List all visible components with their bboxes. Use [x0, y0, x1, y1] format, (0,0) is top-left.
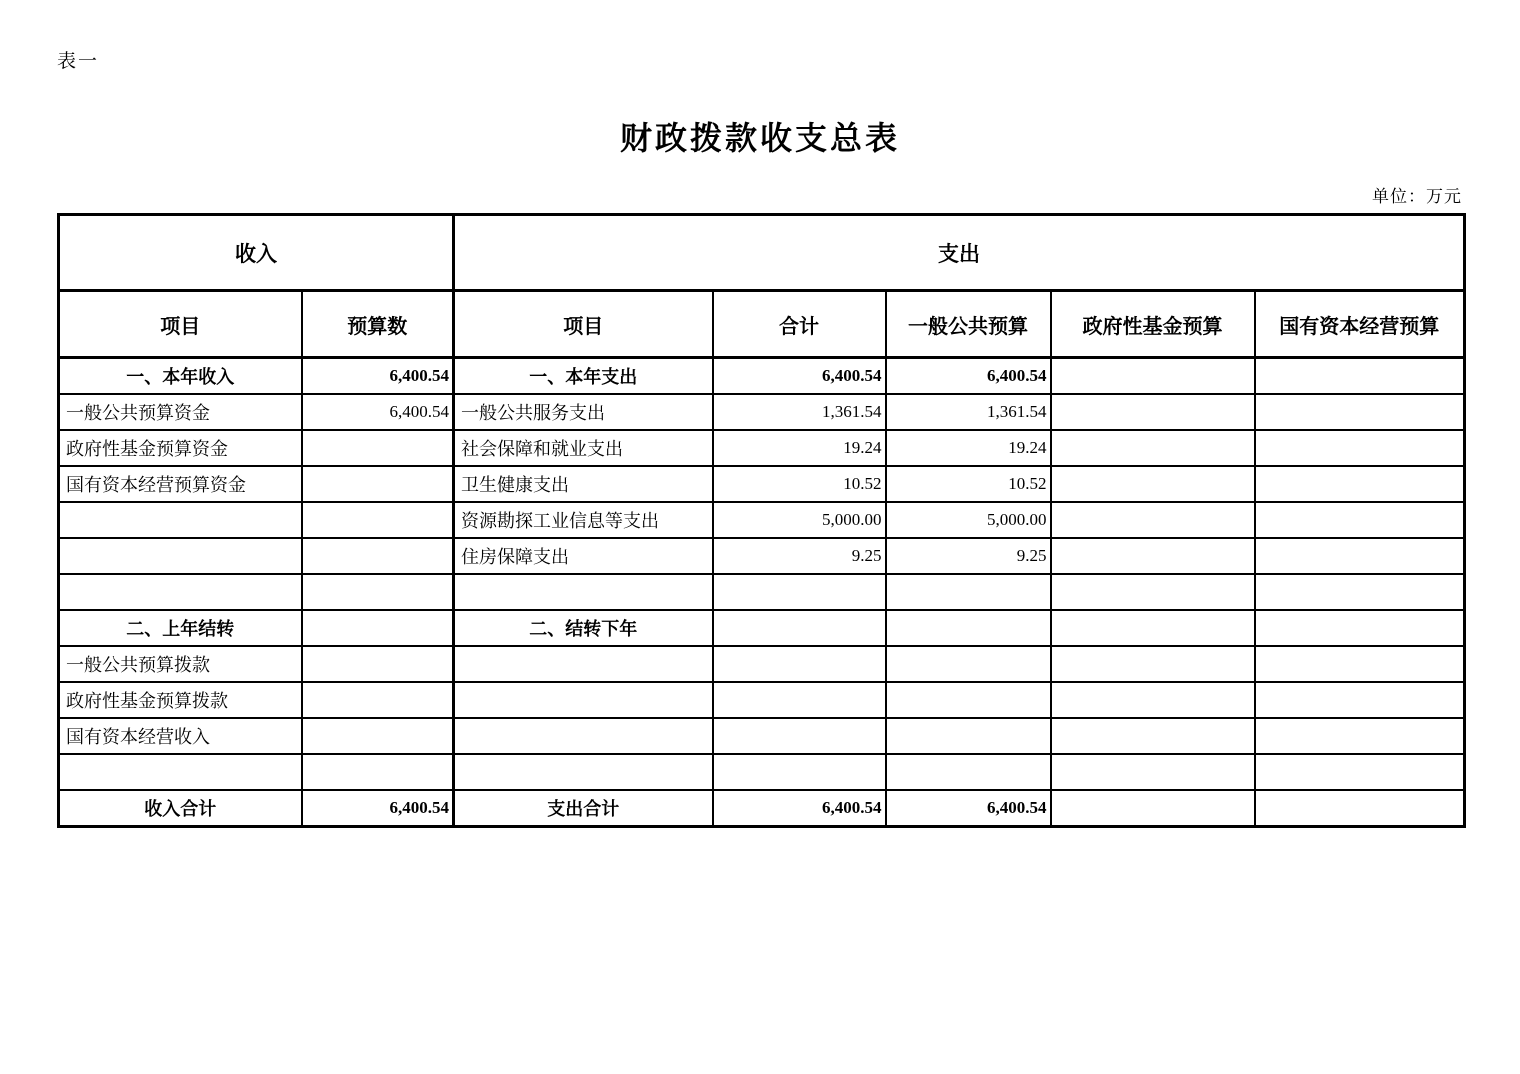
- state-capital-budget-cell: [1255, 754, 1465, 790]
- expense-group-header: 支出: [454, 215, 1465, 291]
- general-public-budget-cell: 19.24: [886, 430, 1051, 466]
- income-item-cell: 国有资本经营收入: [59, 718, 302, 754]
- page-title: 财政拨款收支总表: [619, 120, 900, 156]
- state-capital-budget-cell: [1255, 358, 1465, 395]
- general-public-budget-cell: [886, 574, 1051, 610]
- expense-item-cell: [454, 682, 713, 718]
- col-income-item: 项目: [59, 291, 302, 358]
- gov-fund-budget-cell: [1051, 358, 1255, 395]
- income-item-cell: 政府性基金预算资金: [59, 430, 302, 466]
- general-public-budget-cell: 6,400.54: [886, 790, 1051, 827]
- expense-item-cell: 社会保障和就业支出: [454, 430, 713, 466]
- gov-fund-budget-cell: [1051, 682, 1255, 718]
- state-capital-budget-cell: [1255, 610, 1465, 646]
- gov-fund-budget-cell: [1051, 538, 1255, 574]
- income-amount-cell: [302, 718, 454, 754]
- state-capital-budget-cell: [1255, 682, 1465, 718]
- gov-fund-budget-cell: [1051, 646, 1255, 682]
- income-item-cell: 二、上年结转: [59, 610, 302, 646]
- income-amount-cell: [302, 538, 454, 574]
- income-amount-cell: [302, 502, 454, 538]
- expense-item-cell: [454, 646, 713, 682]
- col-expense-item: 项目: [454, 291, 713, 358]
- total-cell: [713, 682, 886, 718]
- total-cell: 6,400.54: [713, 358, 886, 395]
- col-general-public-budget: 一般公共预算: [886, 291, 1051, 358]
- expense-item-cell: 一、本年支出: [454, 358, 713, 395]
- gov-fund-budget-cell: [1051, 466, 1255, 502]
- budget-summary-table: [57, 213, 1466, 828]
- gov-fund-budget-cell: [1051, 394, 1255, 430]
- table-row: [59, 394, 1465, 430]
- col-budget-amount: 预算数: [302, 291, 454, 358]
- state-capital-budget-cell: [1255, 430, 1465, 466]
- income-item-cell: 政府性基金预算拨款: [59, 682, 302, 718]
- income-amount-cell: 6,400.54: [302, 394, 454, 430]
- table-row: [59, 718, 1465, 754]
- gov-fund-budget-cell: [1051, 718, 1255, 754]
- general-public-budget-cell: [886, 754, 1051, 790]
- total-cell: [713, 754, 886, 790]
- gov-fund-budget-cell: [1051, 430, 1255, 466]
- general-public-budget-cell: [886, 646, 1051, 682]
- income-item-cell: 收入合计: [59, 790, 302, 827]
- total-cell: 1,361.54: [713, 394, 886, 430]
- state-capital-budget-cell: [1255, 394, 1465, 430]
- table-row: [59, 790, 1465, 827]
- income-amount-cell: [302, 574, 454, 610]
- income-amount-cell: [302, 466, 454, 502]
- income-amount-cell: [302, 610, 454, 646]
- state-capital-budget-cell: [1255, 790, 1465, 827]
- expense-item-cell: 支出合计: [454, 790, 713, 827]
- total-cell: [713, 610, 886, 646]
- gov-fund-budget-cell: [1051, 754, 1255, 790]
- income-amount-cell: 6,400.54: [302, 790, 454, 827]
- table-row: [59, 502, 1465, 538]
- table-row: [59, 538, 1465, 574]
- income-amount-cell: [302, 682, 454, 718]
- income-amount-cell: [302, 430, 454, 466]
- total-cell: [713, 646, 886, 682]
- table-row: [59, 466, 1465, 502]
- general-public-budget-cell: 5,000.00: [886, 502, 1051, 538]
- gov-fund-budget-cell: [1051, 574, 1255, 610]
- general-public-budget-cell: 6,400.54: [886, 358, 1051, 395]
- total-cell: [713, 718, 886, 754]
- income-item-cell: 一般公共预算资金: [59, 394, 302, 430]
- expense-item-cell: 二、结转下年: [454, 610, 713, 646]
- expense-item-cell: [454, 754, 713, 790]
- income-item-cell: [59, 502, 302, 538]
- state-capital-budget-cell: [1255, 502, 1465, 538]
- general-public-budget-cell: [886, 718, 1051, 754]
- table-row: [59, 754, 1465, 790]
- general-public-budget-cell: 10.52: [886, 466, 1051, 502]
- table-group-header-row: [59, 215, 1465, 291]
- general-public-budget-cell: [886, 682, 1051, 718]
- income-item-cell: 一、本年收入: [59, 358, 302, 395]
- table-column-header-row: [59, 291, 1465, 358]
- expense-item-cell: [454, 718, 713, 754]
- col-state-capital-budget: 国有资本经营预算: [1255, 291, 1465, 358]
- income-item-cell: [59, 538, 302, 574]
- expense-item-cell: 卫生健康支出: [454, 466, 713, 502]
- state-capital-budget-cell: [1255, 466, 1465, 502]
- expense-item-cell: 住房保障支出: [454, 538, 713, 574]
- table-row: [59, 682, 1465, 718]
- income-item-cell: 一般公共预算拨款: [59, 646, 302, 682]
- expense-item-cell: 一般公共服务支出: [454, 394, 713, 430]
- table-number-label: 表一: [57, 51, 100, 72]
- income-item-cell: 国有资本经营预算资金: [59, 466, 302, 502]
- total-cell: 6,400.54: [713, 790, 886, 827]
- state-capital-budget-cell: [1255, 646, 1465, 682]
- col-total: 合计: [713, 291, 886, 358]
- gov-fund-budget-cell: [1051, 502, 1255, 538]
- state-capital-budget-cell: [1255, 718, 1465, 754]
- income-item-cell: [59, 754, 302, 790]
- table-row: [59, 574, 1465, 610]
- unit-note: 单位：万元: [1372, 187, 1462, 206]
- income-item-cell: [59, 574, 302, 610]
- general-public-budget-cell: [886, 610, 1051, 646]
- table-row: [59, 646, 1465, 682]
- state-capital-budget-cell: [1255, 538, 1465, 574]
- state-capital-budget-cell: [1255, 574, 1465, 610]
- total-cell: 10.52: [713, 466, 886, 502]
- income-amount-cell: 6,400.54: [302, 358, 454, 395]
- general-public-budget-cell: 1,361.54: [886, 394, 1051, 430]
- total-cell: 9.25: [713, 538, 886, 574]
- total-cell: [713, 574, 886, 610]
- total-cell: 5,000.00: [713, 502, 886, 538]
- expense-item-cell: [454, 574, 713, 610]
- income-amount-cell: [302, 646, 454, 682]
- table-row: [59, 358, 1465, 395]
- total-cell: 19.24: [713, 430, 886, 466]
- gov-fund-budget-cell: [1051, 790, 1255, 827]
- table-row: [59, 610, 1465, 646]
- income-group-header: 收入: [59, 215, 454, 291]
- expense-item-cell: 资源勘探工业信息等支出: [454, 502, 713, 538]
- table-row: [59, 430, 1465, 466]
- gov-fund-budget-cell: [1051, 610, 1255, 646]
- income-amount-cell: [302, 754, 454, 790]
- col-gov-fund-budget: 政府性基金预算: [1051, 291, 1255, 358]
- general-public-budget-cell: 9.25: [886, 538, 1051, 574]
